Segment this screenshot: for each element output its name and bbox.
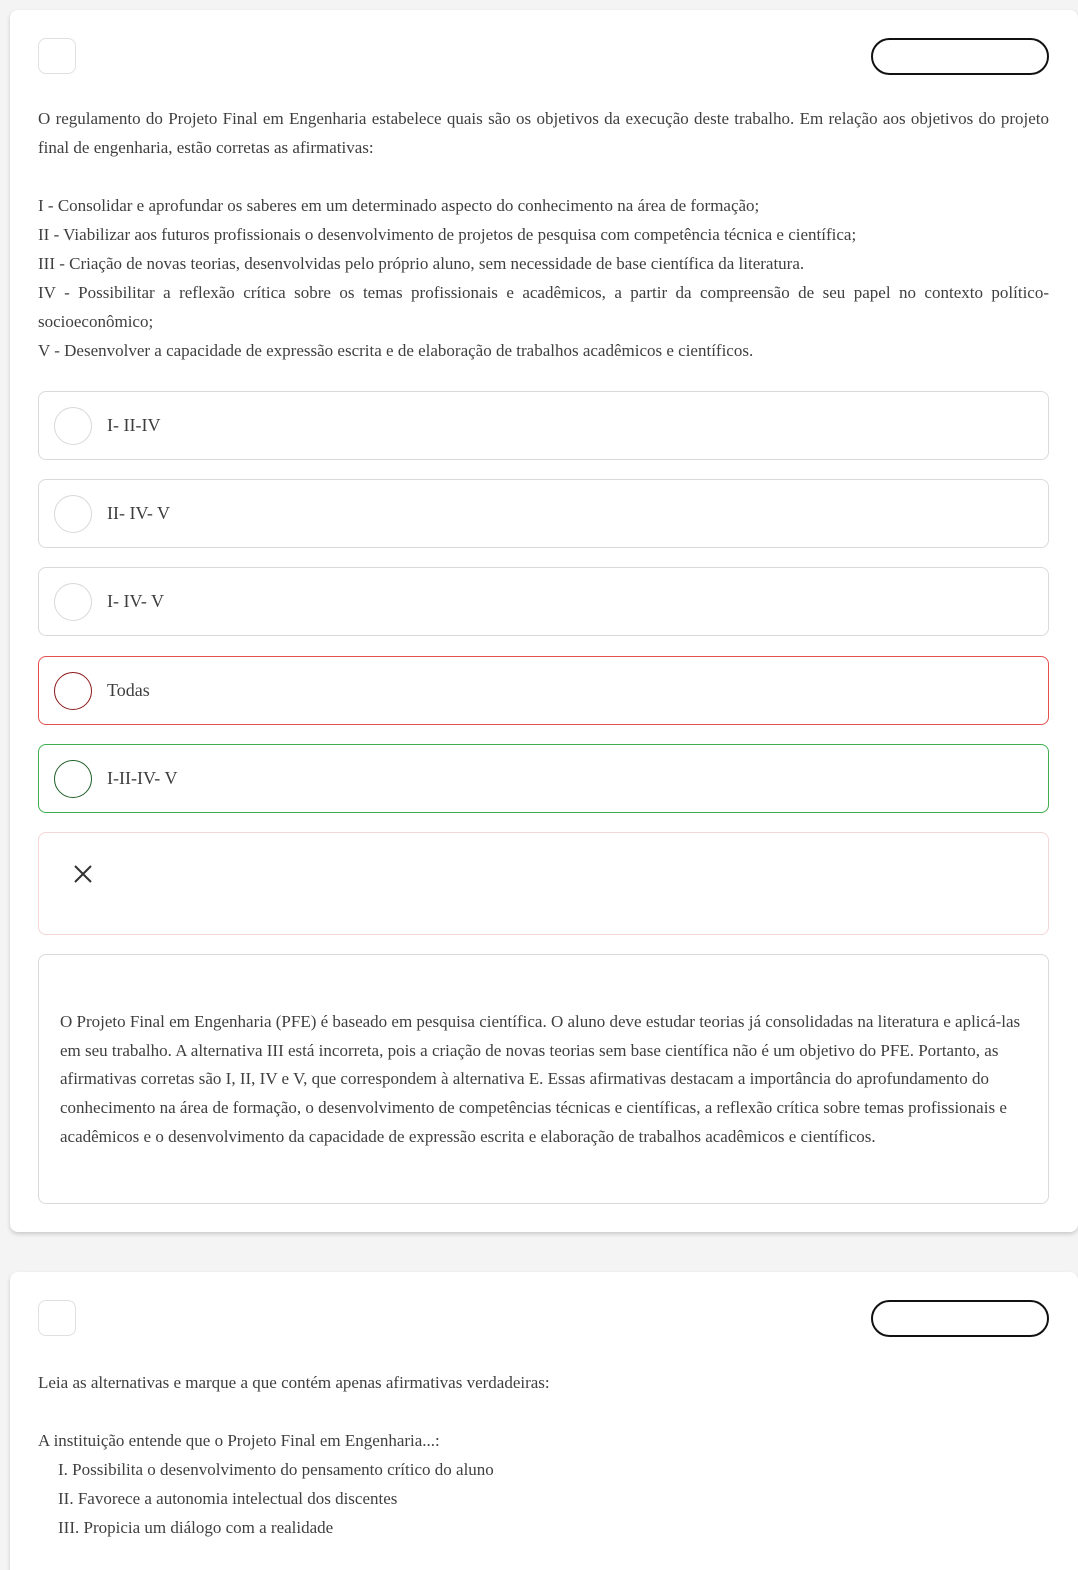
question-text (38, 1368, 1049, 1542)
feedback-box (38, 832, 1049, 935)
statement-1: I. Possibilita o desenvolvimento do pensamento crítico do aluno (58, 1460, 494, 1479)
statement-1: I - Consolidar e aprofundar os saberes em um determinado aspecto do conhecimento na área de formação; (38, 196, 760, 215)
option-label: I-II-IV- V (107, 768, 178, 788)
explanation-text: O Projeto Final em Engenharia (PFE) é baseado em pesquisa científica. O aluno deve estudar teorias já consolidadas na literatura e aplicá-las em seu trabalho. A alternativa III está incorreta, pois a criação de novas teorias sem base científica não é um objetivo do PFE. Portanto, as afirmativas corretas são I, II, IV e V, que correspondem à alternativa E. Essas afirmativas destacam a importância do aprofundamento do conhecimento na área de formação, o desenvolvimento de competências técnicas e científicas, a reflexão crítica sobre temas profissionais e acadêmicos e o desenvolvimento da capacidade de expressão escrita e elaboração de trabalhos acadêmicos e científicos. (60, 1012, 1021, 1146)
radio-button[interactable] (54, 495, 92, 533)
question-card-1 (10, 10, 1078, 1232)
question-status-pill[interactable] (871, 38, 1049, 75)
question-number-box (38, 1300, 76, 1336)
statement-2: II. Favorece a autonomia intelectual dos discentes (58, 1489, 398, 1508)
close-icon (71, 862, 95, 886)
statement-2: II - Viabilizar aos futuros profissionais o desenvolvimento de projetos de pesquisa com competência técnica e científica; (38, 225, 857, 244)
option-label: I- IV- V (107, 591, 164, 611)
radio-button[interactable] (54, 583, 92, 621)
radio-button[interactable] (54, 407, 92, 445)
radio-button[interactable] (54, 760, 92, 798)
statement-5: V - Desenvolver a capacidade de expressão escrita e de elaboração de trabalhos acadêmicos e científicos. (38, 341, 754, 360)
option-label: II- IV- V (107, 503, 170, 523)
question-lead: A instituição entende que o Projeto Final em Engenharia...: (38, 1431, 440, 1450)
question-text (38, 104, 1049, 365)
statement-3: III - Criação de novas teorias, desenvolvidas pelo próprio aluno, sem necessidade de base científica da literatura. (38, 254, 805, 273)
answer-option-b[interactable] (38, 479, 1049, 548)
question-intro: O regulamento do Projeto Final em Engenharia estabelece quais são os objetivos da execução deste trabalho. Em relação aos objetivos do projeto final de engenharia, estão corretas as afirmativas: (38, 109, 1049, 157)
question-intro: Leia as alternativas e marque a que contém apenas afirmativas verdadeiras: (38, 1373, 550, 1392)
answer-option-c[interactable] (38, 567, 1049, 636)
radio-button[interactable] (54, 672, 92, 710)
option-label: Todas (107, 680, 150, 700)
question-number-box (38, 38, 76, 74)
question-status-pill[interactable] (871, 1300, 1049, 1337)
answer-option-d[interactable] (38, 656, 1049, 725)
question-card-2 (10, 1272, 1078, 1570)
statement-4: IV - Possibilitar a reflexão crítica sobre os temas profissionais e acadêmicos, a partir da compreensão de seu papel no contexto político-socioeconômico; (38, 283, 1049, 331)
answer-option-a[interactable] (38, 391, 1049, 460)
answer-option-e[interactable] (38, 744, 1049, 813)
statement-3: III. Propicia um diálogo com a realidade (58, 1518, 334, 1537)
option-label: I- II-IV (107, 415, 161, 435)
explanation-box (38, 954, 1049, 1204)
